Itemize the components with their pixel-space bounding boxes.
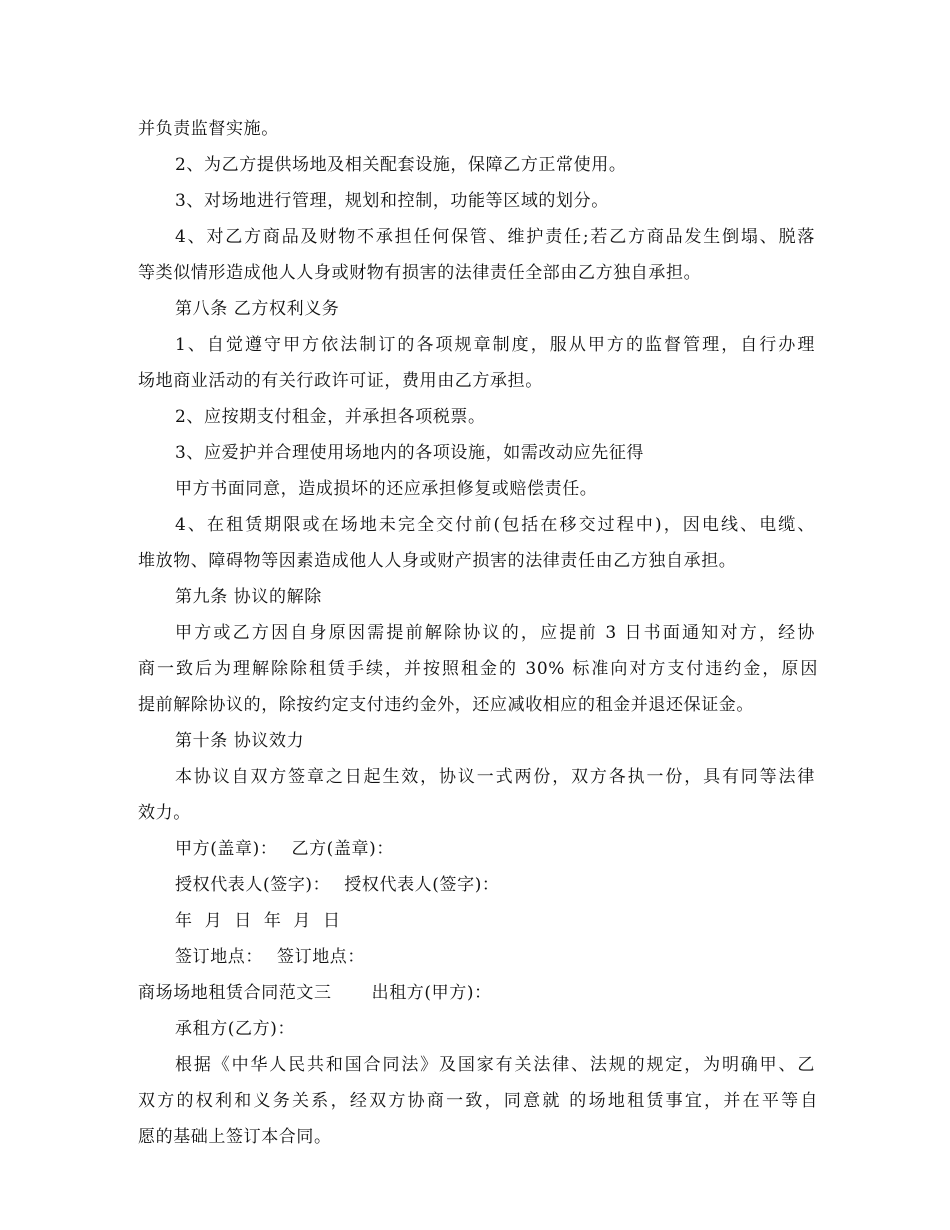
lessor-label: 出租方(甲方)： (371, 983, 492, 1003)
template-title: 商场场地租赁合同范文三 (138, 983, 332, 1003)
paragraph-line: 愿的基础上签订本合同。 (138, 1127, 332, 1147)
paragraph-line: 堆放物、障碍物等因素造成他人人身或财产损害的法律责任由乙方独自承担。 (138, 551, 737, 571)
clause-item: 3、应爱护并合理使用场地内的各项设施，如需改动应先征得 (175, 443, 645, 463)
article-heading-9: 第九条 协议的解除 (175, 587, 322, 607)
clause-item: 4、对乙方商品及财物不承担任何保管、维护责任;若乙方商品发生倒塌、脱落 (175, 227, 815, 247)
party-b-representative-label: 授权代表人(签字)： (344, 875, 500, 895)
clause-item: 1、自觉遵守甲方依法制订的各项规章制度，服从甲方的监督管理，自行办理 (175, 335, 815, 355)
party-a-representative-label: 授权代表人(签字)： (175, 875, 331, 895)
paragraph-line: 效力。 (138, 803, 191, 823)
article-heading-8: 第八条 乙方权利义务 (175, 299, 340, 319)
party-b-seal-label: 乙方(盖章)： (291, 839, 394, 859)
paragraph-line: 商一致后为理解除除租赁手续，并按照租金的 30% 标准向对方支付违约金，原因 (138, 659, 818, 679)
paragraph-line: 等类似情形造成他人人身或财物有损害的法律责任全部由乙方独自承担。 (138, 263, 702, 283)
paragraph-line: 场地商业活动的有关行政许可证，费用由乙方承担。 (138, 371, 543, 391)
paragraph-line: 甲方书面同意，造成损坏的还应承担修复或赔偿责任。 (175, 479, 598, 499)
article-heading-10: 第十条 协议效力 (175, 731, 305, 751)
party-b-place-label: 签订地点： (277, 947, 365, 967)
clause-item: 2、应按期支付租金，并承担各项税票。 (175, 407, 486, 427)
signing-place-row (175, 946, 815, 968)
paragraph-line: 甲方或乙方因自身原因需提前解除协议的，应提前 3 日书面通知对方，经协 (175, 623, 815, 643)
clause-item: 4、在租赁期限或在场地未完全交付前(包括在移交过程中)，因电线、电缆、 (175, 515, 815, 535)
paragraph-line: 并负责监督实施。 (138, 119, 279, 139)
clause-item: 2、为乙方提供场地及相关配套设施，保障乙方正常使用。 (175, 155, 627, 175)
party-a-seal-label: 甲方(盖章)： (175, 839, 278, 859)
template-title-row (138, 982, 818, 1004)
signature-row (175, 874, 815, 896)
clause-item: 3、对场地进行管理，规划和控制，功能等区域的划分。 (175, 191, 609, 211)
seal-row (175, 838, 815, 860)
paragraph-line: 根据《中华人民共和国合同法》及国家有关法律、法规的规定，为明确甲、乙 (175, 1055, 815, 1075)
paragraph-line: 提前解除协议的，除按约定支付违约金外，还应减收相应的租金并退还保证金。 (138, 695, 754, 715)
date-row: 年 月 日 年 月 日 (175, 911, 341, 931)
paragraph-line: 本协议自双方签章之日起生效，协议一式两份，双方各执一份，具有同等法律 (175, 767, 815, 787)
paragraph-line: 双方的权利和义务关系，经双方协商一致，同意就 的场地租赁事宜，并在平等自 (138, 1091, 818, 1111)
lessee-label: 承租方(乙方)： (175, 1019, 296, 1039)
party-a-place-label: 签订地点： (175, 947, 263, 967)
